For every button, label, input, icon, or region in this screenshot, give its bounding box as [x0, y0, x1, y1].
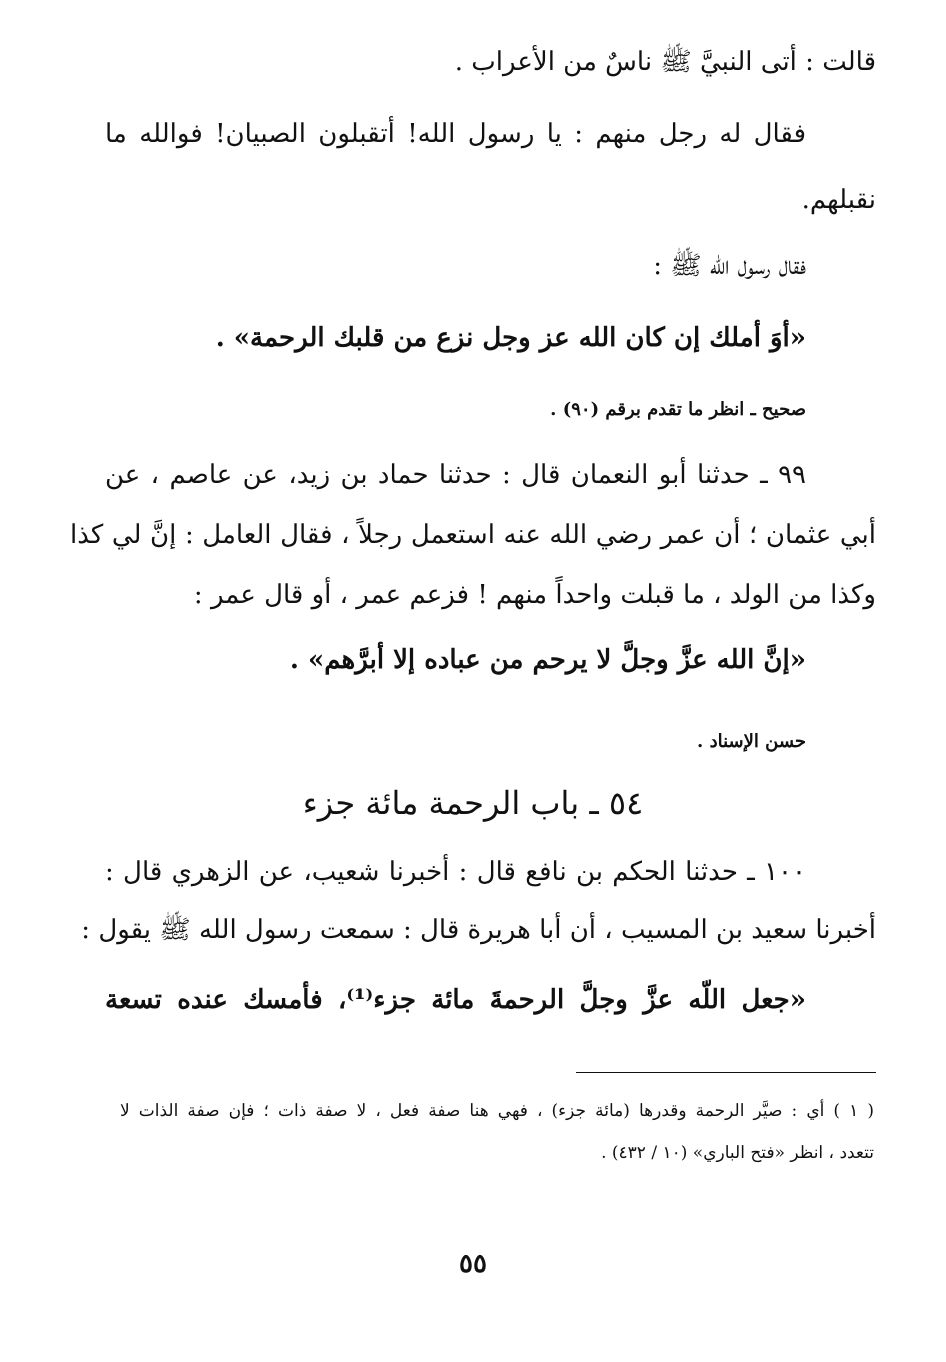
footnote-line-2: تتعدد ، انظر «فتح الباري» (١٠ / ٤٣٢) . [601, 1143, 874, 1163]
text-line-3: نقبلهم. [801, 185, 876, 215]
text-line-hadith-99-1: ٩٩ ـ حدثنا أبو النعمان قال : حدثنا حماد بن زيد، عن عاصم ، عن [105, 460, 806, 490]
page-number: ٥٥ [459, 1249, 487, 1279]
text-line-hadith-100-1: ١٠٠ ـ حدثنا الحكم بن نافع قال : أخبرنا شعيب، عن الزهري قال : [105, 857, 806, 887]
footnote-line-1: ( ١ ) أي : صيَّر الرحمة وقدرها (مائة جزء) ، فهي هنا صفة فعل ، لا صفة ذات ؛ فإن صفة الذات لا [120, 1101, 874, 1121]
hadith-quote-1: «أوَ أملك إن كان الله عز وجل نزع من قلبك الرحمة» . [215, 323, 806, 353]
text-line-1: قالت : أتى النبيَّ ﷺ ناسٌ من الأعراب . [454, 47, 876, 77]
chapter-heading: ٥٤ ـ باب الرحمة مائة جزء [302, 784, 644, 822]
text-line-hadith-100-2: أخبرنا سعيد بن المسيب ، أن أبا هريرة قال : سمعت رسول الله ﷺ يقول : [81, 915, 876, 945]
hadith-quote-2: «إنَّ الله عزَّ وجلَّ لا يرحم من عباده إلا أبرَّهم» . [289, 645, 806, 675]
text-line-4: فقال رسول الله ﷺ : [653, 251, 806, 281]
text-line-hadith-99-3: وكذا من الولد ، ما قبلت واحداً منهم ! فزعم عمر ، أو قال عمر : [193, 580, 876, 610]
hadith-quote-3: «جعل اللّه عزَّ وجلَّ الرحمةَ مائة جزء⁽¹⁾، فأمسك عنده تسعة [105, 985, 807, 1015]
hadith-grade-2: حسن الإسناد . [697, 731, 806, 752]
text-line-hadith-99-2: أبي عثمان ؛ أن عمر رضي الله عنه استعمل رجلاً ، فقال العامل : إنَّ لي كذا [70, 520, 876, 550]
footnote-separator [576, 1072, 876, 1073]
hadith-grade-1: صحيح ـ انظر ما تقدم برقم (٩٠) . [550, 399, 806, 420]
text-line-2: فقال له رجل منهم : يا رسول الله! أتقبلون الصبيان! فوالله ما [105, 119, 806, 149]
